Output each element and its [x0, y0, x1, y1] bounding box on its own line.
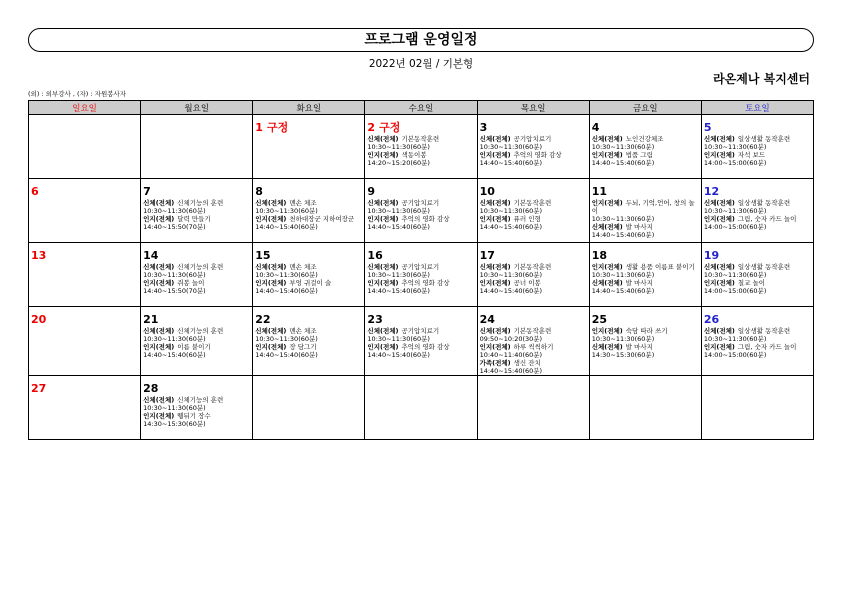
program-name: 맨손 체조 — [289, 327, 317, 335]
program-name: 공기압치료기 — [401, 199, 440, 207]
program-time: 10:40~11:40(60분) — [479, 351, 543, 359]
program-time: 10:30~11:30(60분) — [143, 404, 206, 412]
day-cell — [589, 376, 701, 440]
program-name: 이름 붙이기 — [177, 343, 211, 351]
day-number: 20 — [31, 313, 47, 326]
day-number: 18 — [591, 249, 608, 262]
program-name: 추억의 영화 감상 — [401, 343, 450, 351]
program-time: 14:00~15:00(60분) — [703, 223, 767, 231]
program-time: 10:30~11:30(60분) — [255, 271, 318, 279]
program-entry — [704, 215, 811, 223]
program-category: 인지(전체) — [591, 199, 623, 207]
weekday-header: 일요일 — [29, 101, 141, 115]
program-entry — [480, 151, 587, 159]
program-entry — [367, 199, 474, 207]
program-time: 10:30~11:30(60분) — [591, 143, 655, 151]
program-entry — [592, 199, 699, 215]
day-cell — [141, 376, 253, 440]
day-cell — [29, 179, 141, 243]
program-category: 인지(전체) — [591, 327, 623, 335]
weekday-header-row — [29, 101, 814, 115]
day-number: 16 — [367, 249, 383, 262]
program-entry — [592, 135, 699, 143]
program-time: 14:20~15:20(60분) — [367, 159, 430, 167]
program-entry — [480, 263, 587, 271]
day-cell — [477, 179, 589, 243]
program-time: 10:30~11:30(60분) — [703, 271, 767, 279]
program-name: 기본동작훈련 — [513, 263, 552, 271]
program-entry — [367, 151, 474, 159]
weekday-header: 월요일 — [141, 101, 253, 115]
program-name: 그림, 숫자 카드 놀이 — [737, 343, 797, 351]
program-entry — [143, 343, 250, 351]
program-name: 신체기능의 훈련 — [177, 199, 224, 207]
program-category: 인지(전체) — [703, 215, 735, 223]
day-number: 12 — [703, 185, 720, 198]
day-cell — [253, 115, 365, 179]
day-cell — [701, 307, 813, 376]
program-name: 공기압치료기 — [401, 263, 440, 271]
program-entry — [480, 359, 587, 367]
program-entry — [143, 279, 250, 287]
program-name: 일상생활 동작훈련 — [737, 135, 791, 143]
day-cell — [29, 307, 141, 376]
program-category: 신체(전체) — [143, 327, 175, 335]
program-entry — [367, 263, 474, 271]
program-category: 신체(전체) — [143, 199, 175, 207]
program-category: 인지(전체) — [367, 279, 399, 287]
program-name: 공너 이봉 — [513, 279, 541, 287]
program-category: 신체(전체) — [479, 327, 511, 335]
day-cell — [589, 307, 701, 376]
program-category: 인지(전체) — [143, 343, 175, 351]
program-category: 인지(전체) — [143, 279, 175, 287]
day-number: 19 — [703, 249, 720, 262]
day-cell — [29, 243, 141, 307]
program-category: 신체(전체) — [255, 263, 287, 271]
day-number: 24 — [479, 313, 495, 326]
program-name: 일상생활 동작훈련 — [737, 263, 791, 271]
program-category: 신체(전체) — [367, 135, 399, 143]
program-time: 10:30~11:30(60분) — [143, 271, 206, 279]
week-row — [29, 376, 814, 440]
day-number: 27 — [31, 382, 47, 395]
program-time: 10:30~11:30(60분) — [255, 335, 318, 343]
program-category: 인지(전체) — [143, 412, 175, 420]
holiday-label: 구정 — [266, 121, 289, 134]
program-name: 발 마사지 — [625, 343, 653, 351]
program-category: 인지(전체) — [367, 151, 399, 159]
program-time: 10:30~11:30(60분) — [143, 335, 206, 343]
program-entry — [592, 327, 699, 335]
program-category: 신체(전체) — [143, 396, 175, 404]
day-cell — [141, 115, 253, 179]
program-name: 추억의 영화 감상 — [513, 151, 562, 159]
day-cell — [477, 307, 589, 376]
program-category: 인지(전체) — [591, 151, 623, 159]
day-number: 15 — [255, 249, 271, 262]
program-entry — [480, 215, 587, 223]
day-cell — [253, 179, 365, 243]
program-category: 신체(전체) — [591, 343, 623, 351]
program-time: 10:30~11:30(60분) — [143, 207, 206, 215]
program-time: 10:30~11:30(60분) — [591, 215, 655, 223]
program-entry — [704, 263, 811, 271]
program-entry — [704, 343, 811, 351]
program-time: 14:40~15:40(60분) — [255, 223, 318, 231]
day-number: 3 — [479, 121, 488, 134]
program-time: 14:40~15:40(60분) — [479, 159, 543, 167]
holiday-label: 구정 — [379, 121, 401, 134]
program-time: 10:30~11:30(60분) — [591, 335, 655, 343]
day-cell — [365, 179, 477, 243]
program-name: 법품 그림 — [625, 151, 653, 159]
program-name: 천하대장군 지하여장군 — [289, 215, 355, 223]
program-time: 14:40~15:40(60분) — [591, 159, 655, 167]
program-time: 14:40~15:40(60분) — [367, 351, 430, 359]
program-name: 기본동작훈련 — [513, 199, 552, 207]
day-cell — [141, 243, 253, 307]
program-name: 하루 씩씩하기 — [513, 343, 554, 351]
program-category: 인지(전체) — [255, 343, 287, 351]
program-name: 기본동작훈련 — [401, 135, 440, 143]
day-cell — [253, 307, 365, 376]
day-number: 10 — [479, 185, 495, 198]
program-time: 14:40~15:40(60분) — [591, 287, 655, 295]
program-time: 10:30~11:30(60분) — [367, 143, 430, 151]
program-time: 14:40~15:40(60분) — [479, 287, 543, 295]
program-name: 칠교 놀이 — [737, 279, 766, 287]
program-name: 발 마사지 — [625, 279, 653, 287]
program-name: 색동이봉 — [401, 151, 427, 159]
day-cell — [589, 115, 701, 179]
day-number: 26 — [703, 313, 720, 326]
program-time: 14:40~15:40(60분) — [367, 287, 430, 295]
day-cell — [253, 376, 365, 440]
day-number: 21 — [143, 313, 159, 326]
program-entry — [143, 396, 250, 404]
program-category: 인지(전체) — [367, 343, 399, 351]
program-entry — [143, 263, 250, 271]
day-cell — [589, 179, 701, 243]
program-entry — [704, 279, 811, 287]
program-entry — [592, 223, 699, 231]
program-entry — [367, 343, 474, 351]
day-cell — [141, 307, 253, 376]
week-row — [29, 243, 814, 307]
program-category: 신체(전체) — [255, 199, 287, 207]
day-number: 5 — [703, 121, 712, 134]
program-category: 인지(전체) — [703, 343, 735, 351]
program-time: 14:40~15:40(60분) — [255, 351, 318, 359]
day-number: 7 — [143, 185, 151, 198]
program-time: 14:00~15:00(60분) — [703, 351, 767, 359]
program-category: 신체(전체) — [255, 327, 287, 335]
program-category: 인지(전체) — [479, 279, 511, 287]
week-row — [29, 179, 814, 243]
program-entry — [704, 135, 811, 143]
program-name: 공기압치료기 — [513, 135, 552, 143]
weekday-header: 토요일 — [701, 101, 813, 115]
program-entry — [592, 279, 699, 287]
weekday-header: 화요일 — [253, 101, 365, 115]
day-cell — [701, 376, 813, 440]
program-entry — [480, 199, 587, 207]
program-time: 14:40~15:40(60분) — [367, 223, 430, 231]
program-time: 10:30~11:30(60분) — [479, 271, 543, 279]
day-number: 4 — [591, 121, 600, 134]
program-time: 14:40~15:50(70분) — [143, 287, 206, 295]
day-number: 2 — [367, 121, 376, 134]
day-number: 1 — [255, 121, 263, 134]
program-name: 뛩뒤기 장수 — [177, 412, 211, 420]
day-cell — [589, 243, 701, 307]
program-name: 추억의 영화 감상 — [401, 279, 450, 287]
program-name: 생활 용품 이름표 붙이기 — [625, 263, 695, 271]
program-time: 09:50~10:20(30분) — [479, 335, 543, 343]
program-name: 숙담 따라 쓰기 — [625, 327, 668, 335]
calendar-table — [28, 100, 814, 440]
program-name: 발 마사지 — [625, 223, 653, 231]
day-number: 8 — [255, 185, 263, 198]
program-category: 신체(전체) — [367, 199, 399, 207]
program-name: 자석 보드 — [737, 151, 766, 159]
program-name: 장 담그기 — [289, 343, 317, 351]
program-name: 부엉 귀걸이 술 — [289, 279, 332, 287]
program-category: 인지(전체) — [255, 279, 287, 287]
program-category: 신체(전체) — [479, 135, 511, 143]
day-number: 25 — [591, 313, 608, 326]
program-time: 10:30~11:30(60분) — [479, 143, 543, 151]
program-category: 신체(전체) — [367, 327, 399, 335]
program-name: 생신 잔치 — [513, 359, 541, 367]
program-time: 10:30~11:30(60분) — [703, 335, 767, 343]
day-cell — [477, 376, 589, 440]
day-number: 9 — [367, 185, 376, 198]
week-row — [29, 115, 814, 179]
program-entry — [143, 215, 250, 223]
day-number: 23 — [367, 313, 383, 326]
program-category: 인지(전체) — [479, 151, 511, 159]
program-category: 인지(전체) — [479, 343, 511, 351]
program-entry — [255, 199, 362, 207]
program-entry — [367, 279, 474, 287]
day-cell — [477, 115, 589, 179]
program-category: 신체(전체) — [591, 135, 623, 143]
program-entry — [255, 343, 362, 351]
program-category: 인지(전체) — [703, 279, 735, 287]
day-cell — [701, 115, 813, 179]
program-time: 10:30~11:30(60분) — [367, 335, 430, 343]
program-category: 인지(전체) — [143, 215, 175, 223]
day-number: 22 — [255, 313, 271, 326]
program-category: 인지(전체) — [255, 215, 287, 223]
program-category: 가족(전체) — [479, 359, 511, 367]
program-entry — [704, 151, 811, 159]
weekday-header: 수요일 — [365, 101, 477, 115]
program-time: 14:00~15:00(60분) — [703, 159, 767, 167]
program-category: 신체(전체) — [591, 279, 623, 287]
program-time: 14:40~15:40(60분) — [255, 287, 318, 295]
day-cell — [141, 179, 253, 243]
day-number: 28 — [143, 382, 159, 395]
program-entry — [480, 327, 587, 335]
program-time: 10:30~11:30(60분) — [591, 271, 655, 279]
program-name: 기본동작훈련 — [513, 327, 552, 335]
program-name: 신체기능의 훈련 — [177, 327, 224, 335]
day-cell — [29, 115, 141, 179]
page-subtitle: 2022년 02월 / 기본형 — [368, 58, 474, 70]
program-category: 신체(전체) — [703, 135, 735, 143]
day-cell — [365, 376, 477, 440]
program-entry — [367, 215, 474, 223]
program-category: 신체(전체) — [703, 199, 735, 207]
day-cell — [701, 179, 813, 243]
program-name: 신체기능의 훈련 — [177, 263, 224, 271]
program-category: 신체(전체) — [479, 199, 511, 207]
program-name: 퓨러 인형 — [513, 215, 541, 223]
program-category: 신체(전체) — [703, 263, 735, 271]
program-entry — [255, 263, 362, 271]
program-time: 14:40~15:40(60분) — [143, 351, 206, 359]
program-name: 두뇌, 기억,언어, 창의 놀이 — [591, 199, 695, 215]
program-name: 노인건강체조 — [625, 135, 664, 143]
program-name: 신체기능의 훈련 — [177, 396, 224, 404]
program-entry — [480, 279, 587, 287]
day-cell — [365, 115, 477, 179]
program-category: 인지(전체) — [703, 151, 735, 159]
program-entry — [255, 215, 362, 223]
day-cell — [29, 376, 141, 440]
program-category: 신체(전체) — [479, 263, 511, 271]
program-time: 10:30~11:30(60분) — [367, 271, 430, 279]
day-cell — [701, 243, 813, 307]
program-time: 14:30~15:30(60분) — [143, 420, 206, 428]
day-cell — [365, 243, 477, 307]
program-category: 인지(전체) — [367, 215, 399, 223]
day-number: 6 — [31, 185, 39, 198]
program-entry — [704, 327, 811, 335]
week-row — [29, 307, 814, 376]
program-entry — [592, 343, 699, 351]
program-entry — [704, 199, 811, 207]
program-entry — [367, 327, 474, 335]
program-category: 신체(전체) — [591, 223, 623, 231]
program-name: 일상생활 동작훈련 — [737, 327, 791, 335]
program-name: 맨손 체조 — [289, 199, 317, 207]
weekday-header: 목요일 — [477, 101, 589, 115]
center-name: 라온제나 복지센터 — [713, 72, 810, 86]
program-entry — [143, 412, 250, 420]
program-entry — [592, 151, 699, 159]
program-time: 14:30~15:30(60분) — [591, 351, 655, 359]
program-time: 10:30~11:30(60분) — [255, 207, 318, 215]
day-number: 11 — [591, 185, 608, 198]
program-entry — [367, 135, 474, 143]
program-entry — [143, 327, 250, 335]
program-category: 신체(전체) — [703, 327, 735, 335]
program-time: 10:30~11:30(60분) — [703, 207, 767, 215]
day-cell — [365, 307, 477, 376]
program-category: 신체(전체) — [367, 263, 399, 271]
program-time: 10:30~11:30(60분) — [703, 143, 767, 151]
program-category: 인지(전체) — [591, 263, 623, 271]
program-time: 14:40~15:50(70분) — [143, 223, 206, 231]
program-name: 쥐봉 놀이 — [177, 279, 205, 287]
day-number: 13 — [31, 249, 47, 262]
program-time: 14:00~15:00(60분) — [703, 287, 767, 295]
program-category: 인지(전체) — [479, 215, 511, 223]
page-title: 프로그램 운영일정 — [28, 28, 814, 52]
program-time: 14:40~15:40(60분) — [479, 367, 543, 375]
program-time: 10:30~11:30(60분) — [367, 207, 430, 215]
program-entry — [255, 327, 362, 335]
program-time: 10:30~11:30(60분) — [479, 207, 543, 215]
day-cell — [253, 243, 365, 307]
program-entry — [255, 279, 362, 287]
program-entry — [143, 199, 250, 207]
program-name: 공기압치료기 — [401, 327, 440, 335]
day-number: 14 — [143, 249, 159, 262]
day-cell — [477, 243, 589, 307]
legend-note: (외) : 외부강사 , (자) : 자원봉사자 — [28, 90, 127, 98]
day-number: 17 — [479, 249, 495, 262]
program-entry — [592, 263, 699, 271]
program-name: 추억의 영화 감상 — [401, 215, 450, 223]
program-entry — [480, 343, 587, 351]
program-name: 달력 만들기 — [177, 215, 211, 223]
program-name: 일상생활 동작훈련 — [737, 199, 791, 207]
program-time: 14:40~15:40(60분) — [591, 231, 655, 239]
program-name: 그림, 숫자 카드 놀이 — [737, 215, 797, 223]
program-time: 14:40~15:40(60분) — [479, 223, 543, 231]
program-category: 신체(전체) — [143, 263, 175, 271]
program-name: 맨손 체조 — [289, 263, 317, 271]
program-entry — [480, 135, 587, 143]
weekday-header: 금요일 — [589, 101, 701, 115]
